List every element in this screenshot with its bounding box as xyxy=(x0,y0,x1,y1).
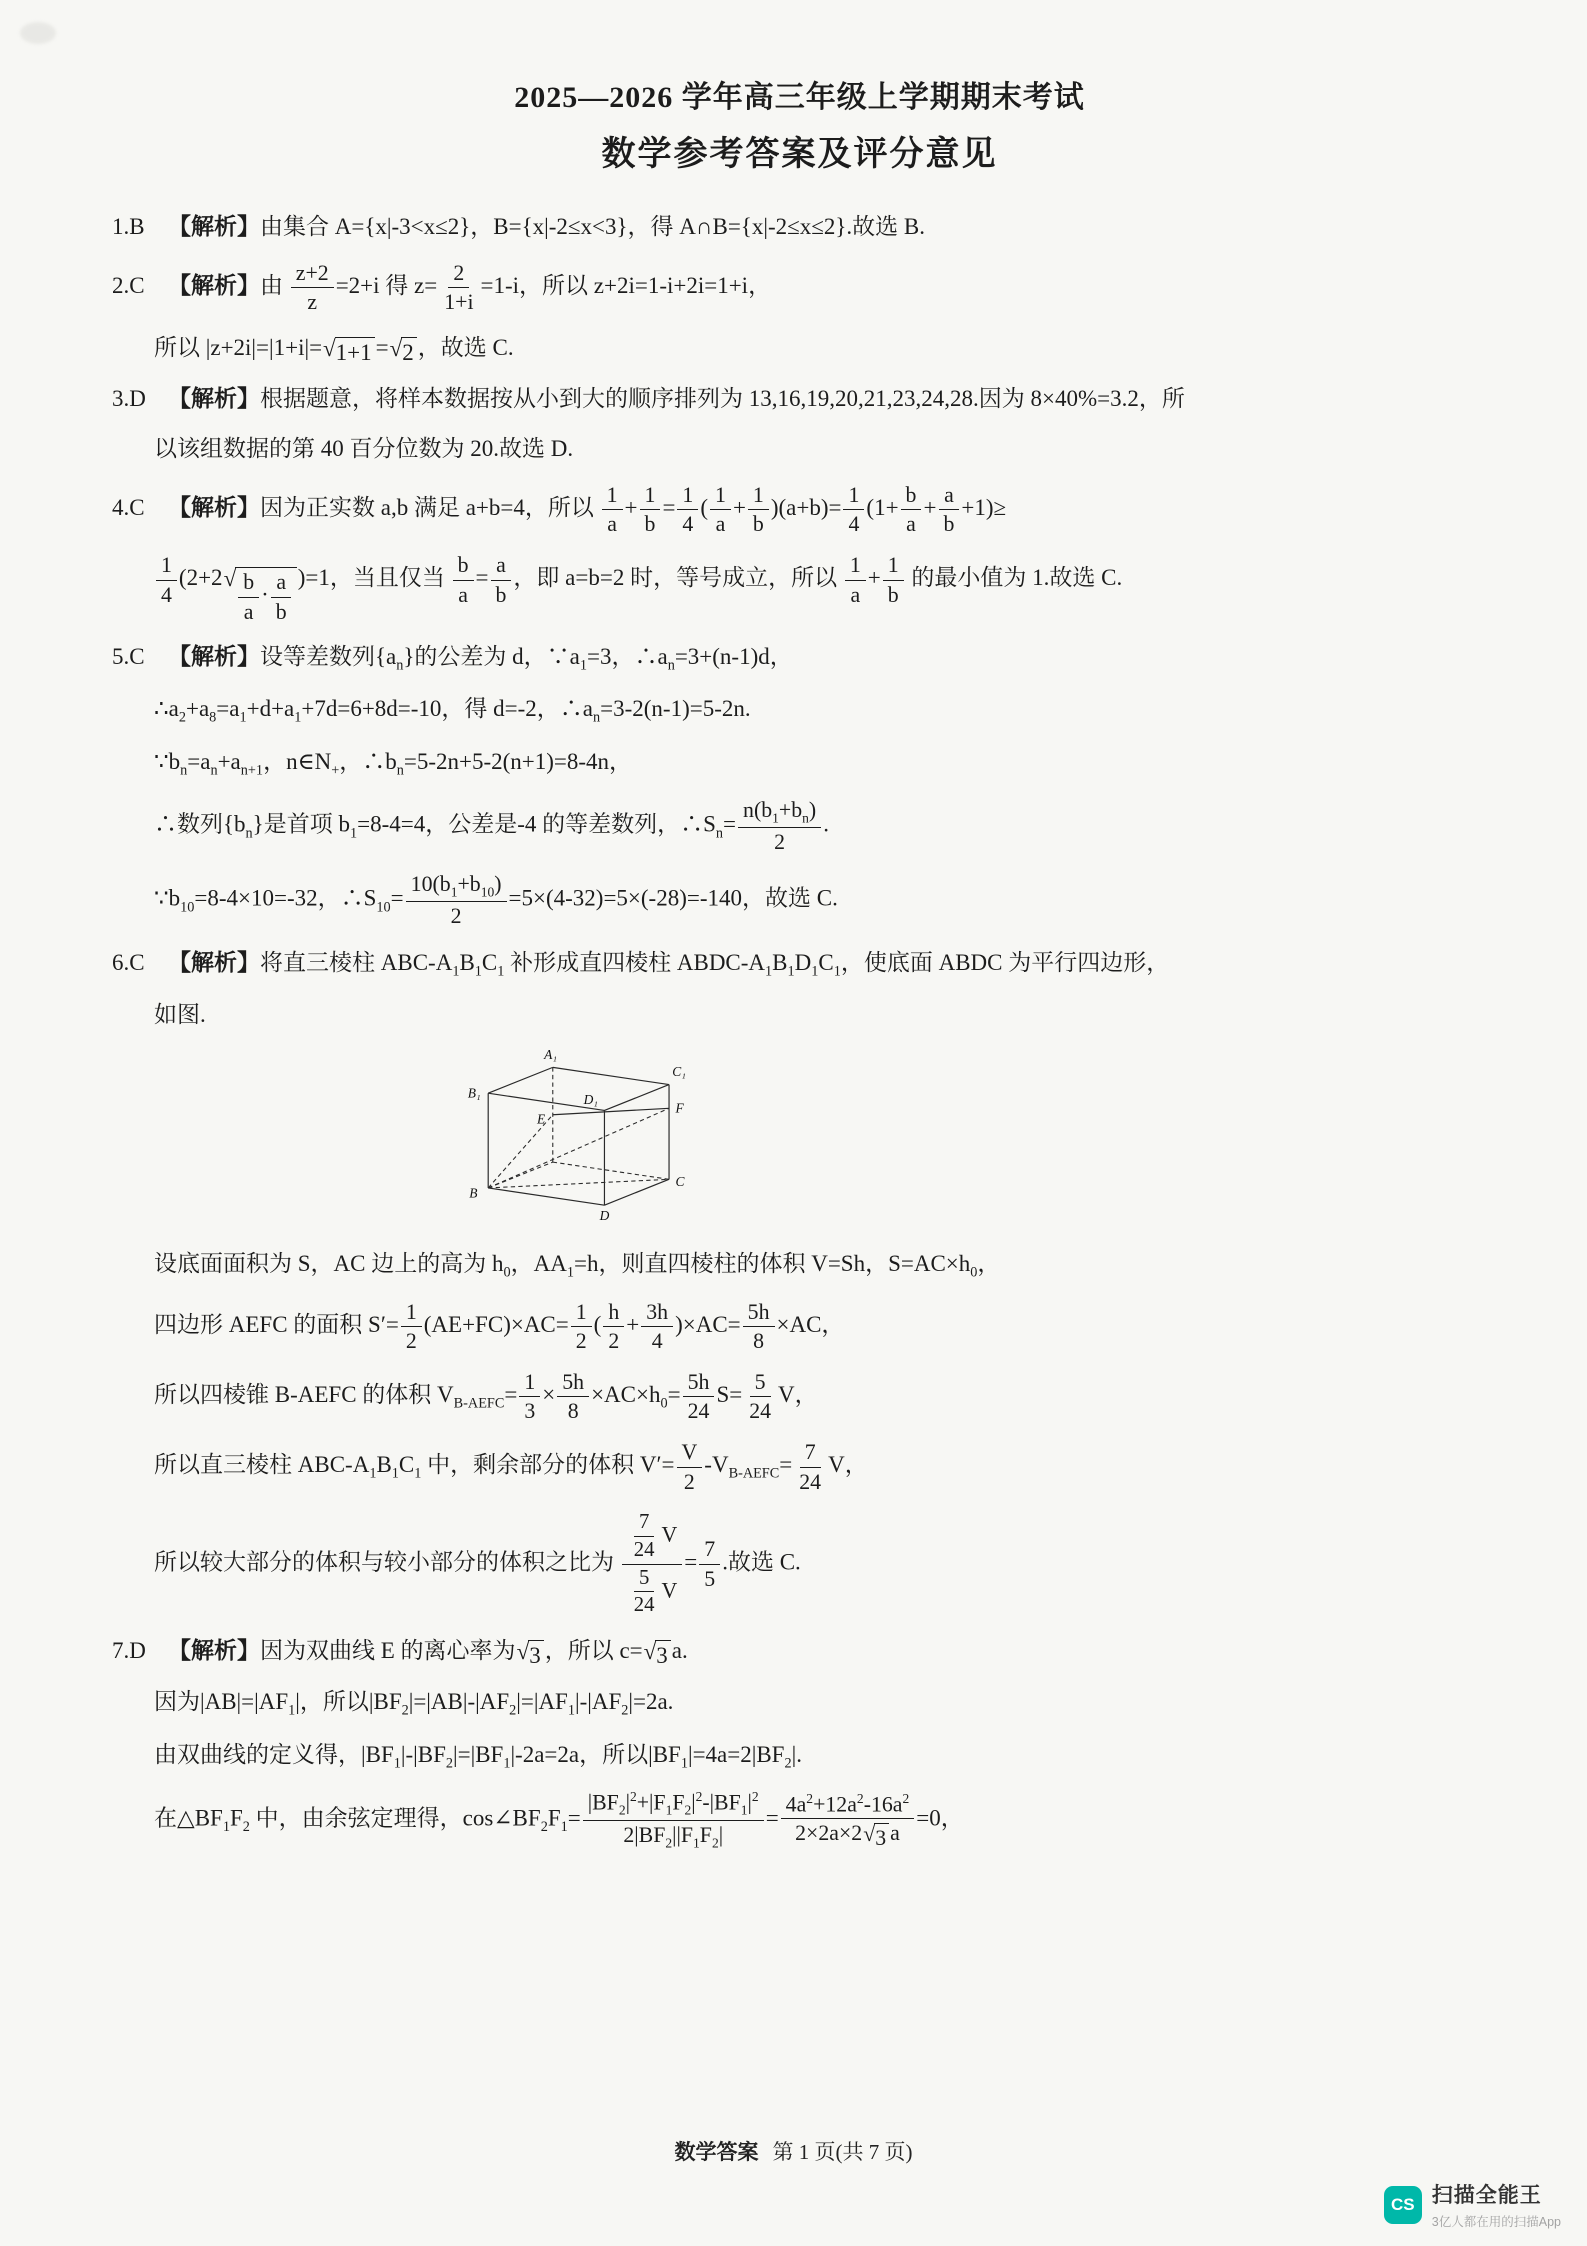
vertex-label: D₁ xyxy=(583,1091,598,1107)
vertex-label: D xyxy=(599,1208,610,1224)
footer-subject-label: 数学答案 xyxy=(674,2140,759,2164)
vertex-label: B xyxy=(469,1185,478,1201)
question-number: 5.C xyxy=(112,643,145,669)
exam-title: 2025—2026 学年高三年级上学期期末考试 xyxy=(514,81,1085,114)
watermark-texts xyxy=(1432,2179,1561,2230)
solution-line: $\therefore a_2+a_8=a_1+d+a_1+7d=6+8d=-10$，得 d=-2，$\therefore a_n=3-2(n-1)=5-2n$. xyxy=(154,696,751,727)
question-number: 6.C xyxy=(112,949,145,975)
vertex-label: E xyxy=(537,1111,546,1127)
document-header xyxy=(112,72,1487,175)
solution-line: 7.D 【解析】因为双曲线 E 的离心率为 √ 3 ，所以 c= √ 3 a. xyxy=(112,1633,1487,1669)
analysis-label: 【解析】 xyxy=(168,949,260,975)
solution-item-4-C xyxy=(112,482,1487,624)
solution-item-2-C xyxy=(112,260,1487,366)
question-number: 7.D xyxy=(112,1638,146,1664)
solution-line: 因为$|AB|=|AF_1|$，所以$|BF_2|=|AB|-|AF_2|=|AF_1|-|AF_2|=2a$. xyxy=(154,1688,674,1719)
question-number: 2.C xyxy=(112,272,145,298)
footer-page-number: 第 1 页(共 7 页) xyxy=(772,2140,913,2164)
solution-line: 在$\triangle BF_1F_2$ 中，由余弦定理得，$\cos\angle BF_2F_1=$ $\frac{|BF_2|^2+|F_1F_2|^2-|BF_1|^2}{2|BF_2||F_1F_2|}$ = $4a^2+12a^2-16a^2$ 2×2a×2 √ 3 a =0， xyxy=(154,1789,964,1851)
watermark-app-name: 扫描全能王 xyxy=(1431,2184,1542,2207)
analysis-label: 【解析】 xyxy=(168,385,260,411)
solutions-list xyxy=(112,209,1487,1852)
solution-line: 以该组数据的第 40 百分位数为 20.故选 D. xyxy=(154,436,574,462)
analysis-label: 【解析】 xyxy=(168,1638,260,1664)
solution-line: 5.C 【解析】设等差数列$\{a_n\}$的公差为 d，$\because a_1=3$，$\therefore a_n=3+(n-1)d$， xyxy=(112,639,1487,677)
camscanner-logo-text: CS xyxy=(1390,2194,1415,2214)
scan-artifact xyxy=(20,22,56,44)
vertex-label: C xyxy=(675,1173,685,1189)
question-number: 4.C xyxy=(112,494,145,520)
vertex-label: B₁ xyxy=(467,1085,481,1101)
vertex-label: A₁ xyxy=(544,1046,558,1062)
solution-line: 由双曲线的定义得，$|BF_1|-|BF_2|=|BF_1|-2a=2a$，所以$|BF_1|=4a=2|BF_2|$. xyxy=(154,1741,802,1772)
solution-item-1-B xyxy=(112,209,1487,245)
answers-title: 数学参考答案及评分意见 xyxy=(601,136,998,173)
solution-line: $\frac{1}{4}$ (2+2 √ $\frac{b}{a}$ · $\frac{a}{b}$ )=1，当且仅当 $\frac{b}{a}$ = $\frac{a}{b}$ ，即 a=b=2 时，等号成立，所以 $\frac{1}{a}$ + $\frac{1}{b}$ 的最小值为 1.故选 C. xyxy=(112,552,1487,623)
watermark-tagline: 3亿人都在用的扫描App xyxy=(1431,2215,1561,2229)
page-footer xyxy=(0,2136,1587,2166)
vertex-label: C₁ xyxy=(672,1063,686,1079)
prism-figure xyxy=(460,1048,1487,1231)
question-number: 3.D xyxy=(112,385,146,411)
analysis-label: 【解析】 xyxy=(168,494,260,520)
analysis-label: 【解析】 xyxy=(168,214,260,239)
analysis-label: 【解析】 xyxy=(168,272,260,298)
solution-item-7-D xyxy=(112,1633,1487,1852)
solution-line: 所以四棱锥 B-AEFC 的体积 $V_{B-AEFC}=$ $\frac{1}{3}$ × $\frac{5h}{8}$ $\times AC\times h_0=$ $\frac{5h}{24}$ S= $\frac{5}{24}$ V， xyxy=(154,1369,818,1424)
solution-line: 所以 |z+2i|=|1+i|= √ 1+1 = √ 2 ，故选 C. xyxy=(154,335,514,366)
solution-line: 6.C 【解析】将直三棱柱 ABC-$A_1B_1C_1$ 补形成直四棱柱 ABDC-$A_1B_1D_1C_1$，使底面 ABDC 为平行四边形， xyxy=(112,945,1487,983)
camscanner-logo-icon xyxy=(1384,2186,1422,2224)
solution-line: 如图. xyxy=(154,1002,206,1028)
solution-item-3-D xyxy=(112,381,1487,467)
question-number: 1.B xyxy=(112,214,145,239)
solution-line: 1.B 【解析】由集合 A={x|-3<x≤2}，B={x|-2≤x<3}，得 A∩B={x|-2≤x≤2}.故选 B. xyxy=(112,209,1487,245)
solution-line: 所以直三棱柱 ABC-$A_1B_1C_1$ 中，剩余部分的体积 V′= $\frac{V}{2}$ $-V_{B-AEFC}=$ $\frac{7}{24}$ V， xyxy=(154,1440,868,1494)
vertex-label: F xyxy=(675,1100,684,1116)
solution-line: 3.D 【解析】根据题意，将样本数据按从小到大的顺序排列为 13,16,19,20,21,23,24,28.因为 8×40%=3.2，所 xyxy=(112,381,1487,417)
solution-line: ∴数列$\{b_n\}$是首项 $b_1=8-4=4$，公差是-4 的等差数列，$\therefore S_n=$ $\frac{n(b_1+b_n)}{2}$ . xyxy=(154,797,829,855)
solution-line: $\because b_{10}=8-4\times 10=-32$，$\therefore S_{10}=$ $\frac{10(b_1+b_{10})}{2}$ =5×(4-32)=5×(-28)=-140，故选 C. xyxy=(154,871,838,929)
solution-line: 四边形 AEFC 的面积 S′= $\frac{1}{2}$ (AE+FC)×AC= $\frac{1}{2}$ ( $\frac{h}{2}$ + $\frac{3h}{4}$ )×AC= $\frac{5h}{8}$ ×AC， xyxy=(154,1299,845,1353)
solution-line: 设底面面积为 S，AC 边上的高为 $h_0$，$AA_1=h$，则直四棱柱的体积 V=Sh，$S=AC\times h_0$， xyxy=(154,1250,1001,1281)
solution-item-5-C xyxy=(112,639,1487,930)
solution-line: $\because b_n=a_n+a_{n+1}$，$n\in N_+$，$\therefore b_n=5-2n+5-2(n+1)=8-4n$， xyxy=(154,749,633,779)
solution-line: 2.C 【解析】由 $\frac{z+2}{z}$ =2+i 得 z= $\frac{2}{1+i}$ =1-i，所以 z+2i=1-i+2i=1+i， xyxy=(112,260,772,314)
camscanner-watermark xyxy=(1384,2179,1561,2230)
analysis-label: 【解析】 xyxy=(168,643,260,669)
solution-item-6-C xyxy=(112,945,1487,1619)
solution-line: 4.C 【解析】因为正实数 a,b 满足 a+b=4，所以 $\frac{1}{a}$ + $\frac{1}{b}$ = $\frac{1}{4}$ ( $\frac{1}{a}$ + $\frac{1}{b}$ )(a+b)= $\frac{1}{4}$ (1+ $\frac{b}{a}$ + $\frac{a}{b}$ +1)≥ xyxy=(112,482,1007,537)
solution-line: 所以较大部分的体积与较小部分的体积之比为 $\frac{7}{24}$ V $\frac{5}{24}$ V = $\frac{7}{5}$ .故选 C. xyxy=(154,1510,801,1617)
